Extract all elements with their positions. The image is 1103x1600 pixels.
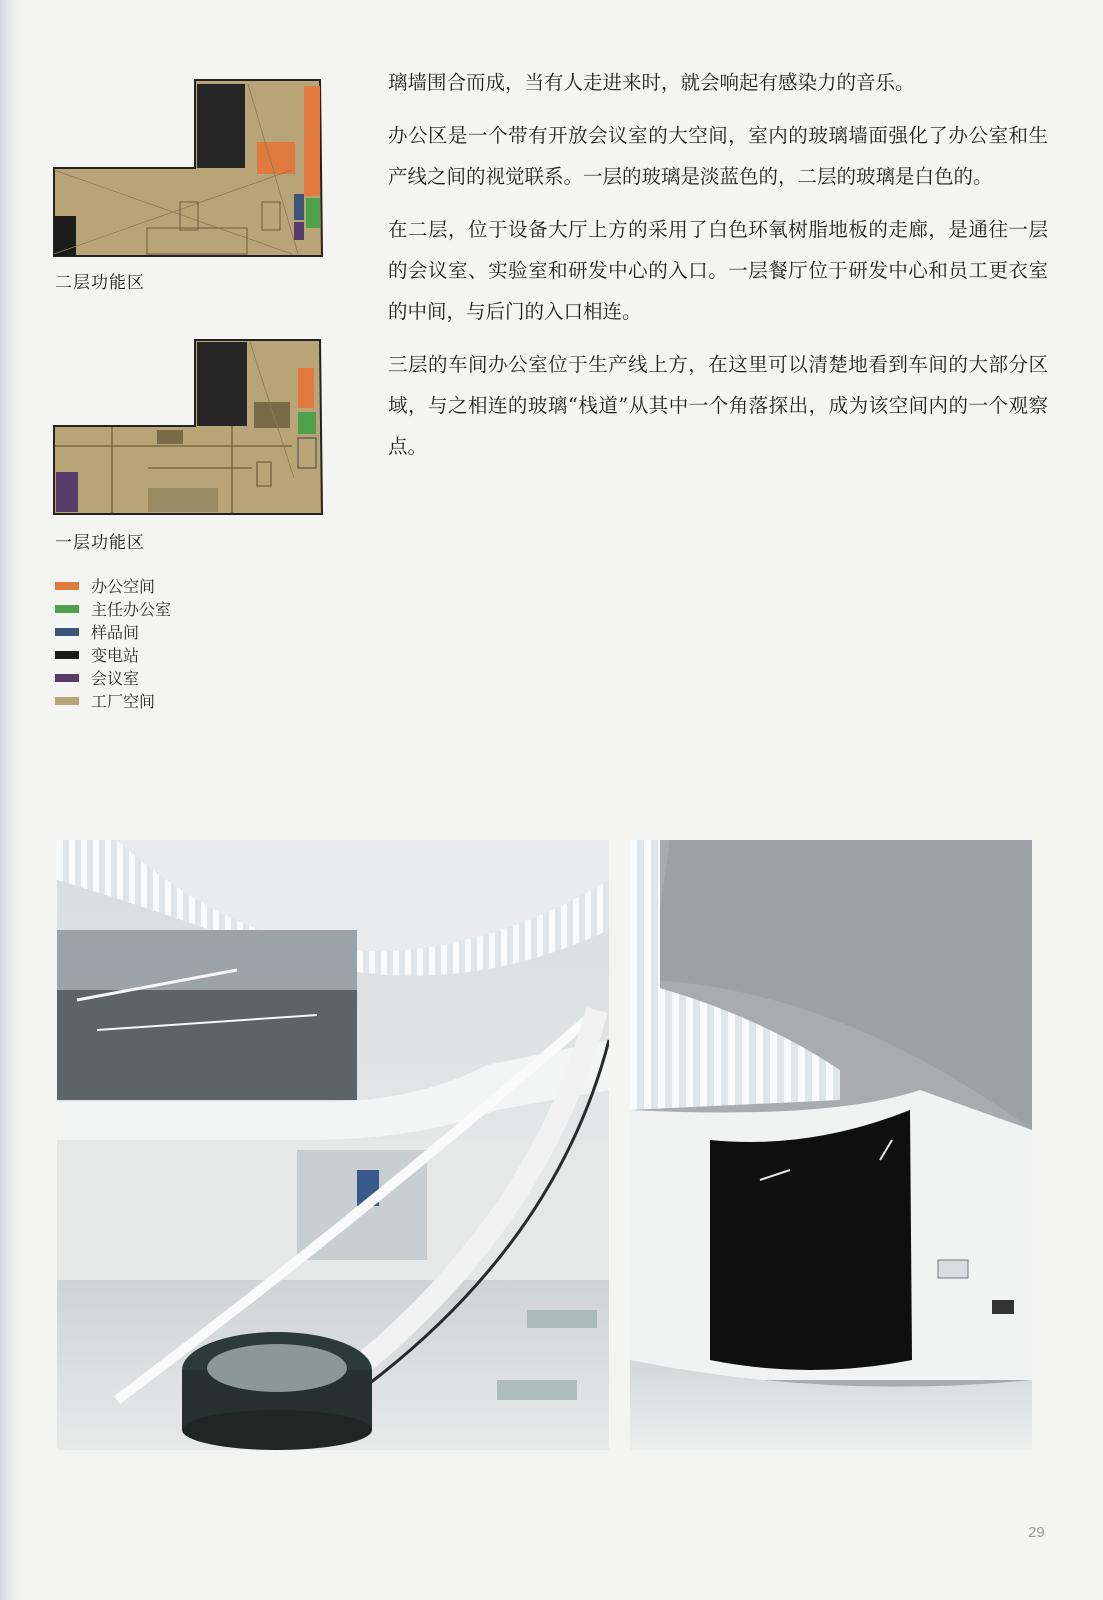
legend-item-director-office — [55, 597, 171, 620]
paragraph: 在二层，位于设备大厅上方的采用了白色环氧树脂地板的走廊，是通往一层的会议室、实验室和研发中心的入口。一层餐厅位于研发中心和员工更衣室的中间，与后门的入口相连。 — [388, 218, 1048, 323]
first-floor-caption: 一层功能区 — [55, 533, 145, 553]
legend-swatch — [55, 674, 79, 682]
legend-swatch — [55, 697, 79, 705]
second-floor-caption: 二层功能区 — [55, 273, 145, 293]
legend-label: 会议室 — [91, 669, 140, 688]
legend-label: 办公空间 — [91, 577, 156, 596]
plan-legend — [55, 574, 171, 712]
legend-item-factory-space — [55, 689, 171, 712]
second-floor-plan — [52, 78, 324, 260]
atrium-photo — [57, 840, 609, 1450]
legend-item-substation — [55, 643, 171, 666]
first-floor-plan — [52, 338, 324, 518]
legend-swatch — [55, 651, 79, 659]
legend-label: 样品间 — [91, 623, 140, 642]
binding-shadow — [0, 0, 22, 1600]
paragraph: 璃墙围合而成，当有人走进来时，就会响起有感染力的音乐。 — [388, 71, 915, 94]
curved-wall-photo — [630, 840, 1032, 1450]
legend-item-sample-room — [55, 620, 171, 643]
paragraph: 三层的车间办公室位于生产线上方，在这里可以清楚地看到车间的大部分区域，与之相连的玻璃“栈道”从其中一个角落探出，成为该空间内的一个观察点。 — [388, 353, 1048, 458]
page-number: 29 — [1028, 1524, 1045, 1541]
paragraph: 办公区是一个带有开放会议室的大空间，室内的玻璃墙面强化了办公室和生产线之间的视觉联系。一层的玻璃是淡蓝色的，二层的玻璃是白色的。 — [388, 124, 1048, 188]
legend-swatch — [55, 605, 79, 613]
legend-label: 变电站 — [91, 646, 140, 665]
legend-label: 主任办公室 — [91, 600, 172, 619]
legend-label: 工厂空间 — [91, 692, 156, 711]
legend-item-office — [55, 574, 171, 597]
legend-swatch — [55, 582, 79, 590]
legend-item-meeting-room — [55, 666, 171, 689]
body-text — [388, 62, 1048, 479]
legend-swatch — [55, 628, 79, 636]
